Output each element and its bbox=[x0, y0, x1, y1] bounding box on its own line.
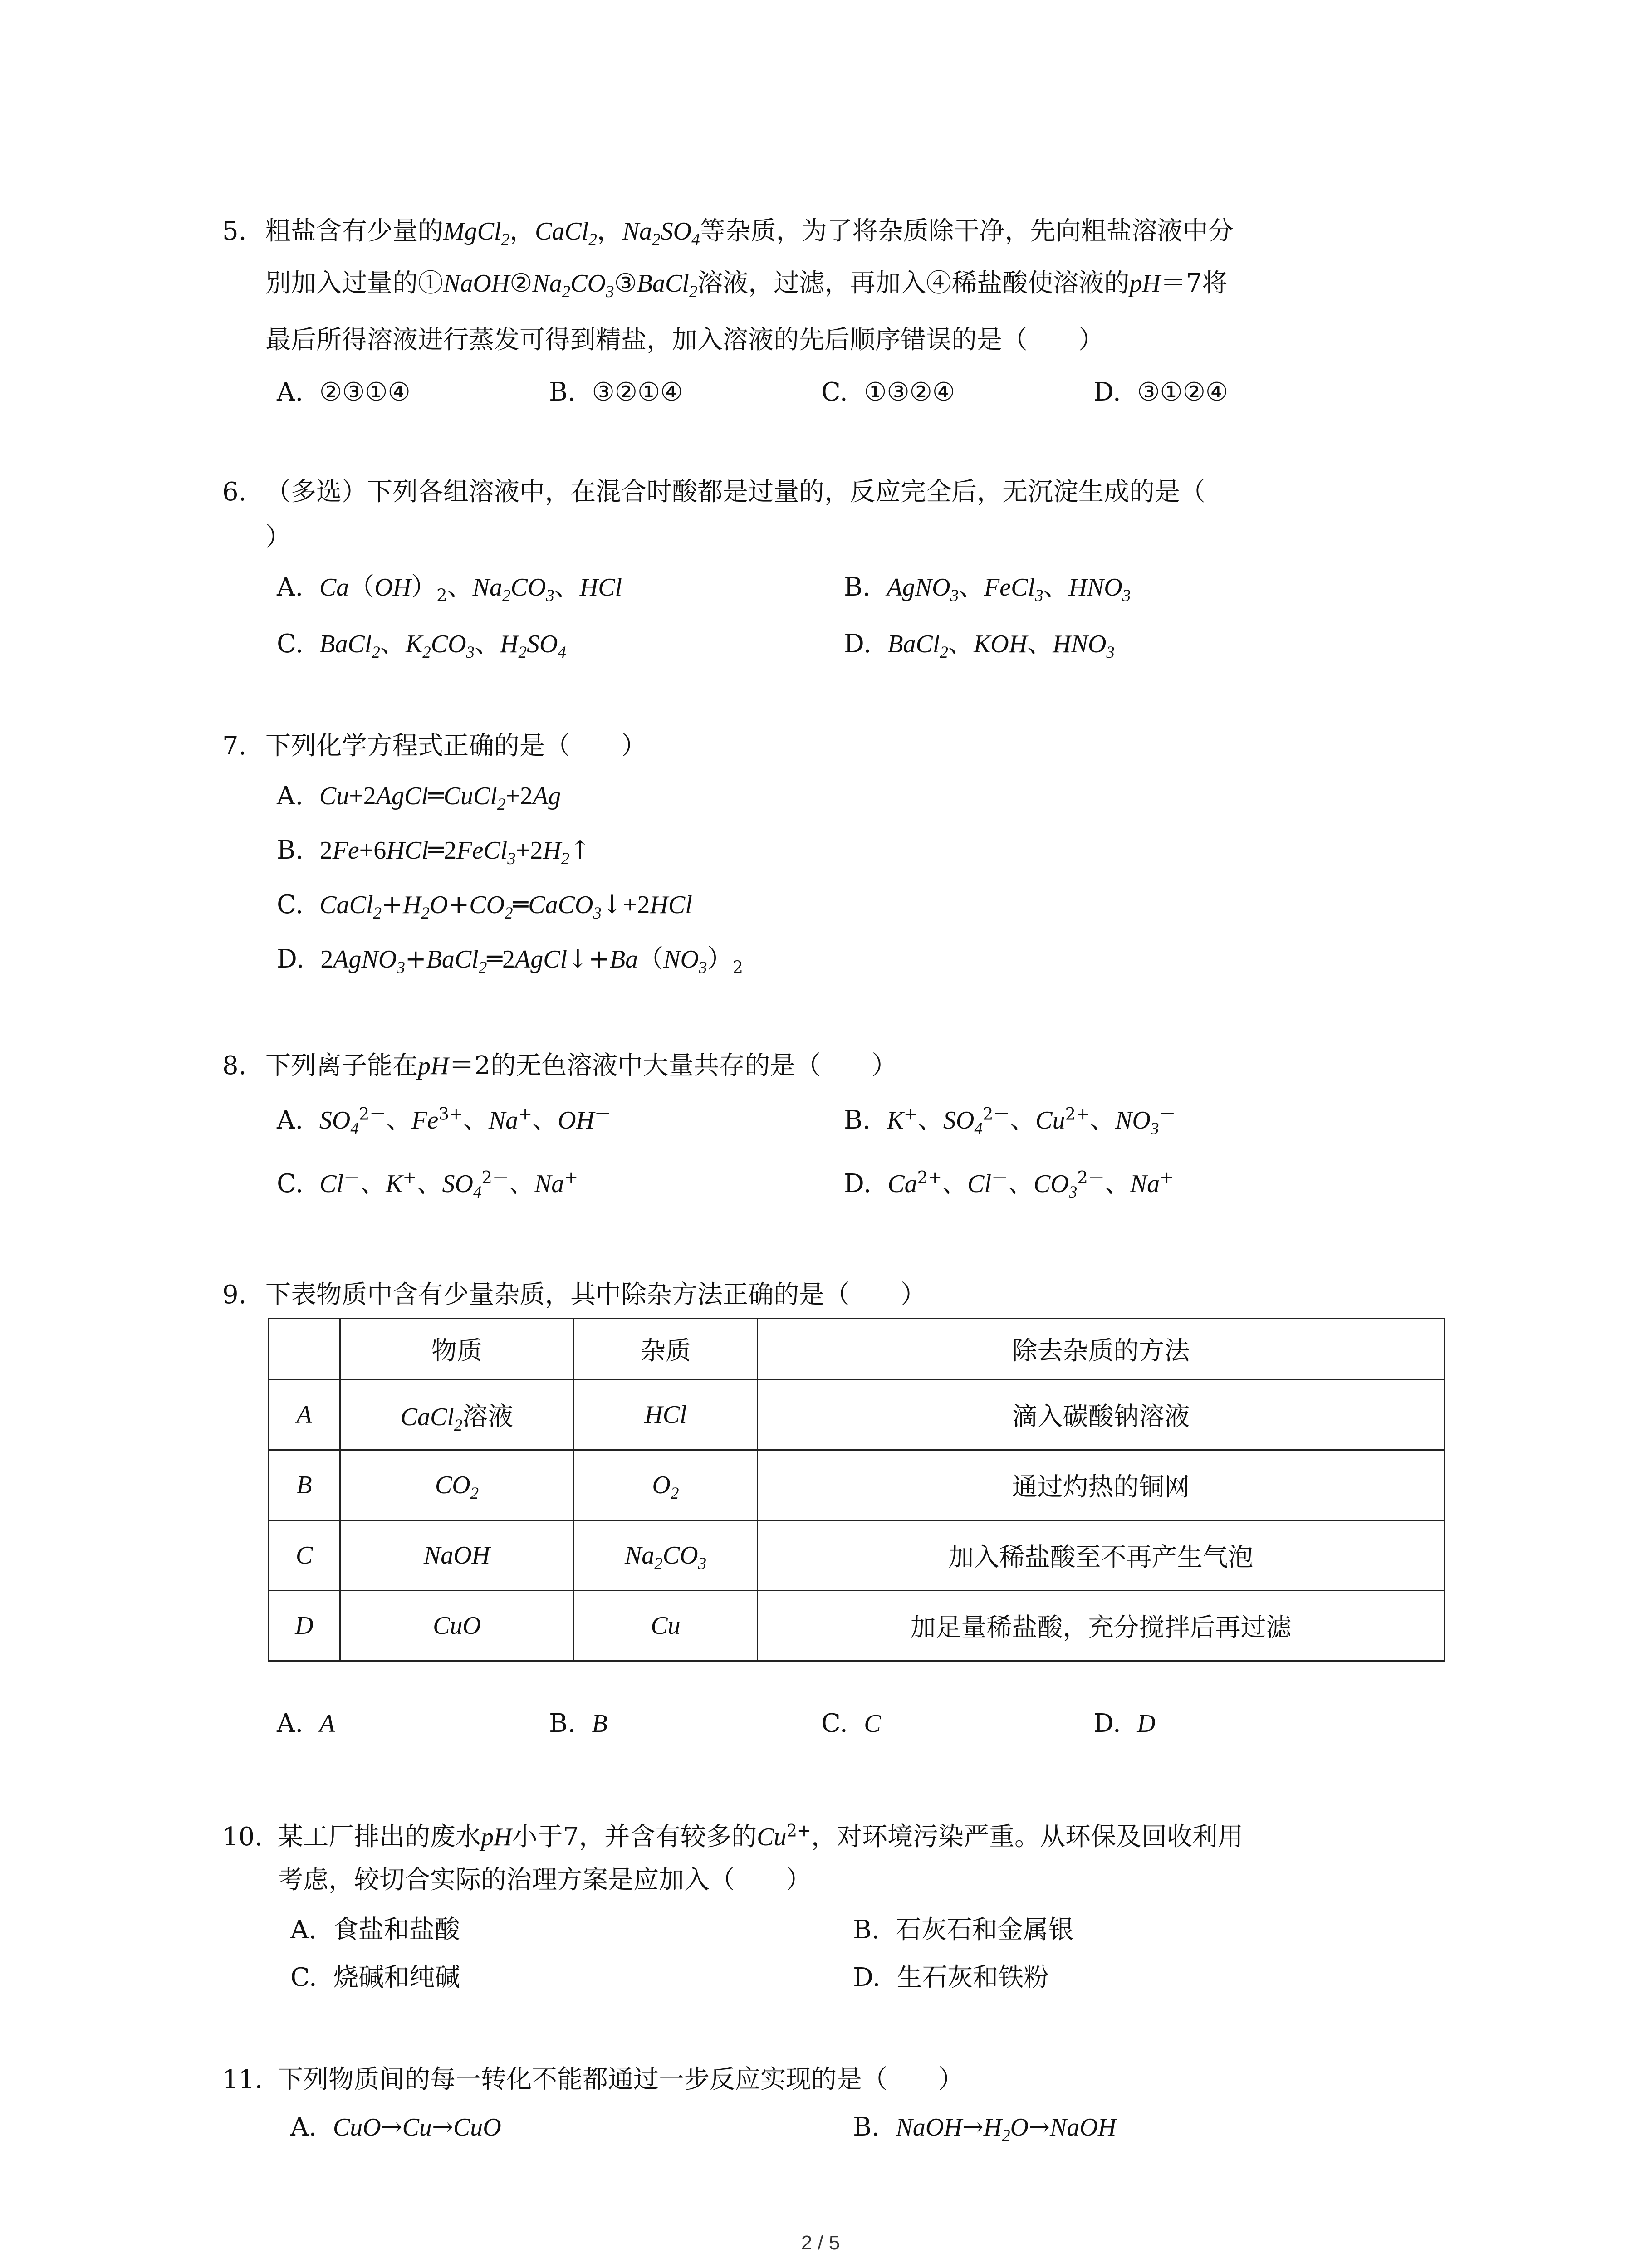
method-cell: 通过灼热的铜网 bbox=[758, 1450, 1445, 1520]
table-header-cell bbox=[269, 1319, 340, 1380]
question-9: 9. bbox=[222, 1280, 247, 1310]
question-7: 7. bbox=[222, 731, 247, 761]
question-11-stem: 下列物质间的每一转化不能都通过一步反应实现的是（ ） bbox=[278, 2065, 964, 2094]
q10-option-d[interactable]: D. 生石灰和铁粉 bbox=[853, 1963, 1049, 1992]
q11-option-b[interactable]: B. $NaOH\to H_2O\to NaOH$ bbox=[853, 2112, 1117, 2145]
question-5-line-1: 粗盐含有少量的MgCl$_2$，CaCl$_2$，$Na_2SO_4$等杂质，为了将杂质除干净，先向粗盐溶液中分 bbox=[265, 216, 1234, 249]
substance-cell: CuO bbox=[340, 1591, 574, 1661]
impurity-removal-table bbox=[268, 1318, 1445, 1662]
question-number: 5. bbox=[222, 216, 247, 246]
q9-option-b[interactable]: B. B bbox=[549, 1709, 607, 1738]
page-number: 2 / 5 bbox=[801, 2232, 840, 2254]
method-cell: 滴入碳酸钠溶液 bbox=[758, 1380, 1445, 1450]
row-key: C bbox=[269, 1520, 340, 1591]
table-header-row bbox=[269, 1319, 1445, 1380]
table-header-cell: 杂质 bbox=[574, 1319, 758, 1380]
q6-option-d[interactable]: D. BaCl$_2$、KOH、$HNO_3$ bbox=[844, 629, 1115, 662]
table-row bbox=[269, 1450, 1445, 1520]
q5-option-b[interactable]: B. ③②①④ bbox=[549, 377, 683, 407]
q8-option-b[interactable]: B. K+、$SO_4^{2-}$、$Cu^{2+}$、$NO_3^-$ bbox=[844, 1104, 1176, 1138]
method-cell: 加足量稀盐酸，充分搅拌后再过滤 bbox=[758, 1591, 1445, 1661]
impurity-cell: HCl bbox=[574, 1380, 758, 1450]
q6-option-c[interactable]: C. BaCl$_2$、$K_2CO_3$、$H_2SO_4$ bbox=[277, 629, 566, 662]
question-10-line-2: 考虑，较切合实际的治理方案是应加入（ ） bbox=[278, 1865, 811, 1895]
table-header-cell: 除去杂质的方法 bbox=[758, 1319, 1445, 1380]
impurity-cell: Cu bbox=[574, 1591, 758, 1661]
q6-option-a[interactable]: A. $Ca(OH)_2$、$Na_2CO_3$、HCl bbox=[277, 572, 622, 606]
q10-option-a[interactable]: A. 食盐和盐酸 bbox=[290, 1915, 460, 1945]
q5-option-d[interactable]: D. ③①②④ bbox=[1093, 377, 1229, 407]
q9-option-c[interactable]: C. C bbox=[821, 1709, 881, 1738]
q11-option-a[interactable]: A. CuO→Cu→CuO bbox=[290, 2112, 501, 2142]
table-row bbox=[269, 1591, 1445, 1661]
question-10-line-1: 某工厂排出的废水pH小于7，并含有较多的$Cu^{2+}$，对环境污染严重。从环保及回收利用 bbox=[278, 1821, 1243, 1852]
q5-option-c[interactable]: C. ①③②④ bbox=[821, 377, 955, 407]
impurity-cell: $Na_2CO_3$ bbox=[574, 1520, 758, 1591]
question-8-stem: 下列离子能在pH＝2的无色溶液中大量共存的是（ ） bbox=[265, 1051, 897, 1080]
q8-option-d[interactable]: D. $Ca^{2+}$、Cl－、$CO_3^{2-}$、Na+ bbox=[844, 1168, 1174, 1202]
table-header-cell: 物质 bbox=[340, 1319, 574, 1380]
q8-option-c[interactable]: C. Cl－、K+、$SO_4^{2-}$、Na+ bbox=[277, 1168, 578, 1202]
q7-option-a[interactable]: A. Cu+2AgCl═CuCl$_2$+2Ag bbox=[277, 781, 561, 814]
row-key: A bbox=[269, 1380, 340, 1450]
q9-option-a[interactable]: A. A bbox=[277, 1709, 335, 1738]
q7-option-b[interactable]: B. $2Fe+6HCl═2FeCl_3+2H_2↑$ bbox=[277, 836, 591, 868]
question-5-line-2: 别加入过量的$①NaOH②Na_2CO_3③BaCl_2$溶液，过滤，再加入④稀盐酸使溶液的pH＝7将 bbox=[265, 269, 1228, 301]
substance-cell: CaCl$_2$溶液 bbox=[340, 1380, 574, 1450]
question-7-stem: 下列化学方程式正确的是（ ） bbox=[265, 731, 647, 761]
question-5 bbox=[222, 213, 246, 249]
question-6: 6. bbox=[222, 477, 247, 507]
question-6-line-1: （多选）下列各组溶液中，在混合时酸都是过量的，反应完全后，无沉淀生成的是（ bbox=[265, 477, 1205, 507]
question-9-stem: 下表物质中含有少量杂质，其中除杂方法正确的是（ ） bbox=[265, 1280, 926, 1310]
q7-option-d[interactable]: D. $2AgNO_3+BaCl_2═2AgCl↓+Ba(NO_3)_2$ bbox=[277, 944, 744, 978]
question-5-line-3: 最后所得溶液进行蒸发可得到精盐，加入溶液的先后顺序错误的是（ ） bbox=[265, 325, 1104, 355]
method-cell: 加入稀盐酸至不再产生气泡 bbox=[758, 1520, 1445, 1591]
q9-option-d[interactable]: D. D bbox=[1093, 1709, 1156, 1738]
question-10: 10. bbox=[222, 1822, 263, 1852]
q7-option-c[interactable]: C. $CaCl_2+H_2O+CO_2═CaCO_3↓+2HCl$ bbox=[277, 890, 692, 923]
question-11: 11. bbox=[222, 2065, 263, 2094]
substance-cell: $CO_2$ bbox=[340, 1450, 574, 1520]
q5-option-a[interactable]: A. ②③①④ bbox=[277, 377, 411, 407]
question-8: 8. bbox=[222, 1051, 247, 1080]
question-6-line-2: ） bbox=[265, 523, 291, 552]
q10-option-c[interactable]: C. 烧碱和纯碱 bbox=[290, 1963, 460, 1992]
substance-cell: NaOH bbox=[340, 1520, 574, 1591]
q8-option-a[interactable]: A. $SO_4^{2-}$、$Fe^{3+}$、Na+、OH－ bbox=[277, 1104, 611, 1138]
q6-option-b[interactable]: B. AgNO$_3$、FeCl$_3$、$HNO_3$ bbox=[844, 572, 1131, 605]
row-key: B bbox=[269, 1450, 340, 1520]
row-key: D bbox=[269, 1591, 340, 1661]
q10-option-b[interactable]: B. 石灰石和金属银 bbox=[853, 1915, 1074, 1945]
table-row bbox=[269, 1520, 1445, 1591]
impurity-cell: $O_2$ bbox=[574, 1450, 758, 1520]
table-row bbox=[269, 1380, 1445, 1450]
